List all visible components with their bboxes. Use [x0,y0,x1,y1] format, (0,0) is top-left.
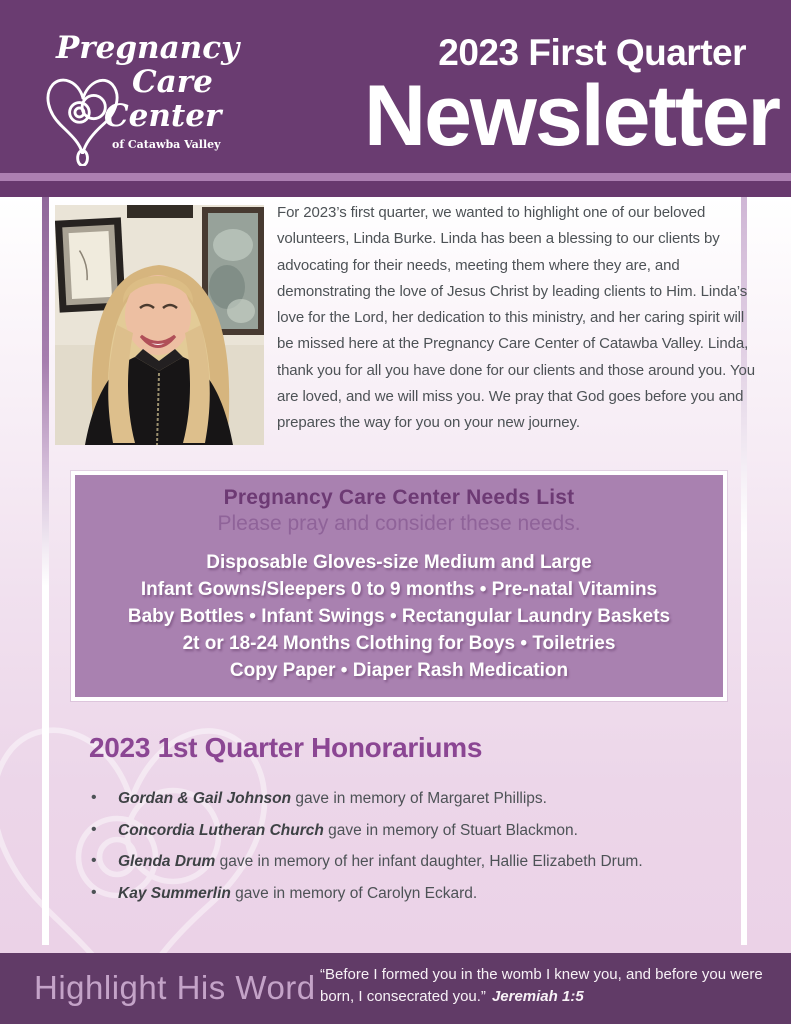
masthead-titles [364,32,779,164]
needs-item: Infant Gowns/Sleepers 0 to 9 months • Pre-natal Vitamins [140,579,658,600]
bullet-icon: • [91,883,97,901]
logo-word-care: Care [132,64,213,100]
donor-name: Gordan & Gail Johnson [118,790,292,807]
honorariums-list [89,790,709,916]
needs-subtitle: Please pray and consider these needs. [217,512,581,535]
divider-stripe-dark [0,181,791,197]
honorariums-heading: 2023 1st Quarter Honorariums [89,732,483,763]
needs-item: 2t or 18-24 Months Clothing for Boys • Toiletries [182,633,616,654]
honor-text: gave in memory of Margaret Phillips. [291,790,547,807]
honor-text: gave in memory of her infant daughter, Hallie Elizabeth Drum. [215,853,643,870]
list-item [89,853,709,871]
donor-name: Glenda Drum [118,853,216,870]
scripture-reference: Jeremiah 1:5 [491,987,584,1005]
logo-word-pregnancy: Pregnancy [56,30,240,66]
newsletter-title: Newsletter [364,68,779,164]
list-item [89,790,709,808]
issue-kicker: 2023 First Quarter [438,32,746,73]
volunteer-photo [55,205,264,445]
needs-list-box [71,471,727,701]
footer-title: Highlight His Word [34,969,316,1006]
divider-stripe-light [0,173,791,181]
logo-word-center: Center [104,98,222,134]
bullet-icon: • [91,789,97,806]
needs-item: Disposable Gloves-size Medium and Large [206,552,592,573]
footer-banner [0,953,791,1024]
content-area [0,197,791,953]
bullet-icon: • [91,820,97,838]
bullet-icon: • [91,852,97,869]
needs-item: Copy Paper • Diaper Rash Medication [229,660,569,681]
needs-item: Baby Bottles • Infant Swings • Rectangular Laundry Baskets [127,606,671,627]
masthead [0,0,791,173]
list-item [89,822,709,840]
feature-paragraph: For 2023’s first quarter, we wanted to highlight one of our beloved volunteers, Linda Burke. Linda has been a blessing to our clients by advocating for their needs, meeting them where they are, and demonstrating the love of Jesus Christ by leading clients to Him. Linda’s love for the Lord, her dedication to this ministry, and her caring spirit will be missed here at the Pregnancy Care Center of Catawba Valley. Linda, thank you for all you have done for our clients and those around you. You are loved, and we will miss you. We pray that God goes before you and prepares the way for you on your new journey. [277,204,756,432]
scripture-quote [320,964,791,1007]
donor-name: Kay Summerlin [118,884,231,902]
quote-text: “Before I formed you in the womb I knew you, and before you were born, I consecrated you.” [320,966,763,1005]
list-item [89,885,709,903]
needs-items [75,549,723,684]
org-logo [40,30,255,164]
honor-text: gave in memory of Stuart Blackmon. [323,821,578,839]
honor-text: gave in memory of Carolyn Eckard. [230,884,478,902]
logo-tagline: of Catawba Valley [112,138,221,151]
needs-title: Pregnancy Care Center Needs List [223,486,575,509]
donor-name: Concordia Lutheran Church [118,821,324,839]
